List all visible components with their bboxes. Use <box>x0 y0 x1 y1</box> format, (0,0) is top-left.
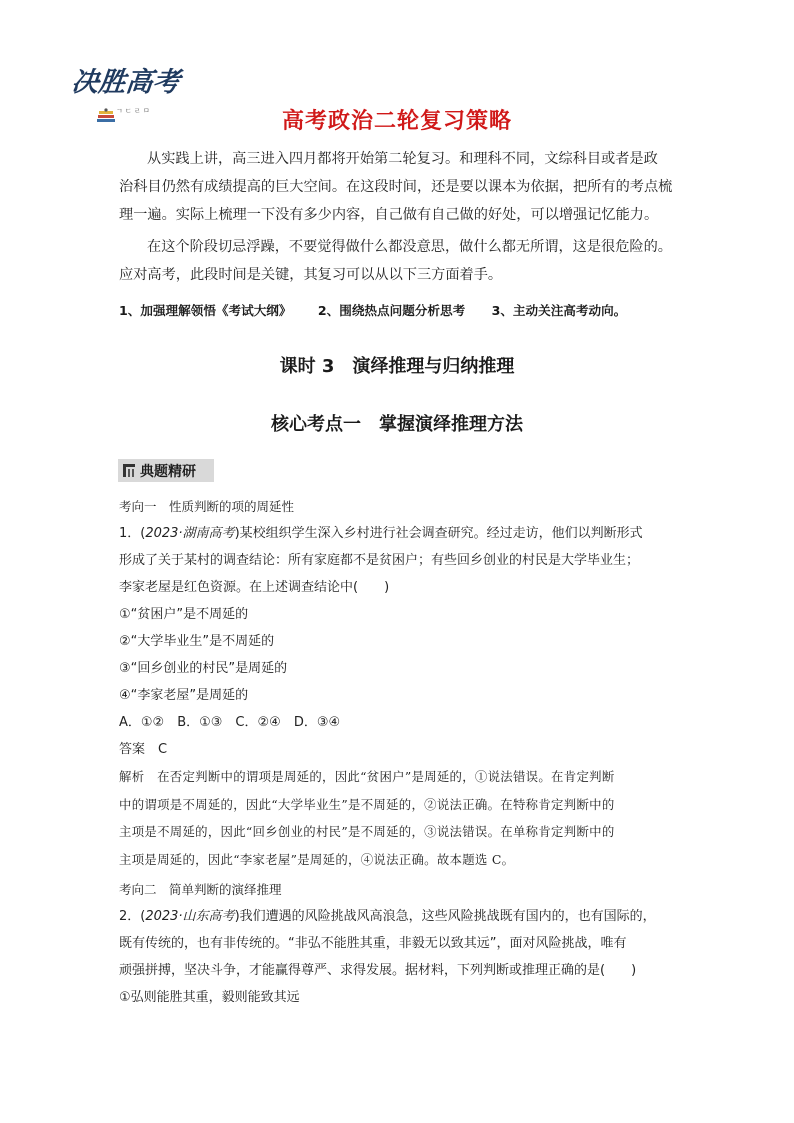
question-2 <box>119 876 679 1011</box>
tip-item: 1、加强理解领悟《考试大纲》 <box>119 303 292 318</box>
tip-item: 2、围绕热点问题分析思考 <box>317 303 466 318</box>
question-stem-line: 顽强拼搏，坚决斗争，才能赢得尊严、求得发展。据材料，下列判断或推理正确的是( ) <box>119 963 637 978</box>
question-stem-line: 李家老屋是红色资源。在上述调查结论中( ) <box>119 580 390 595</box>
text-line: 理一遍。实际上梳理一下没有多少内容，自己做有自己做的好处，可以增强记忆能力。 <box>119 207 659 223</box>
question-text: )某校组织学生深入乡村进行社会调查研究。经过走访，他们以判断形式 <box>234 526 643 541</box>
question-source: 2023·山东高考 <box>145 909 235 924</box>
text-line: 从实践上讲，高三进入四月都将开始第二轮复习。和理科不同，文综科目或者是政 <box>147 151 658 167</box>
question-stem-line: 既有传统的，也有非传统的。“非弘不能胜其重，非毅无以致其远”，面对风险挑战，唯有 <box>119 936 627 951</box>
analysis-line: 解析 在否定判断中的谓项是周延的，因此“贫困户”是周延的，①说法错误。在肯定判断 <box>119 769 615 784</box>
question-stem-line: 形成了关于某村的调查结论：所有家庭都不是贫困户；有些回乡创业的村民是大学毕业生； <box>119 553 640 568</box>
question-stem-line <box>119 520 679 547</box>
logo-text: 决胜高考 <box>70 67 182 98</box>
core-topic-title: 核心考点一 掌握演绎推理方法 <box>271 414 523 435</box>
section-marker-icon <box>123 464 135 477</box>
answer: 答案 C <box>119 742 168 757</box>
question-option: ①“贫困户”是不周延的 <box>119 607 249 622</box>
intro-paragraph-2 <box>119 233 675 289</box>
analysis-line: 主项是不周延的，因此“回乡创业的村民”是不周延的，③说法错误。在单称肯定判断中的 <box>119 824 615 839</box>
analysis-line: 主项是周延的，因此“李家老屋”是周延的，④说法正确。故本题选 C。 <box>119 851 515 867</box>
question-heading: 考向一 性质判断的项的周延性 <box>119 499 295 514</box>
question-source: 2023·湖南高考 <box>145 526 235 541</box>
text-line: 应对高考，此段时间是关键，其复习可以从以下三方面着手。 <box>119 267 503 283</box>
logo-subtext: ㄱ ㄷ ㄹ ㅁ <box>116 107 150 115</box>
question-heading: 考向二 简单判断的演绎推理 <box>119 882 282 897</box>
strategy-tips <box>119 300 648 319</box>
analysis-1 <box>119 763 679 873</box>
section-label: 典题精研 <box>140 464 196 480</box>
tip-item: 3、主动关注高考动向。 <box>491 303 627 318</box>
question-number: 1．( <box>119 526 146 541</box>
question-number: 2．( <box>119 909 146 924</box>
answer-choices: A．①② B．①③ C．②④ D．③④ <box>119 715 341 730</box>
section-tag <box>118 459 214 482</box>
question-option: ①弘则能胜其重，毅则能致其远 <box>119 990 300 1005</box>
question-1 <box>119 493 679 763</box>
question-stem-line <box>119 903 679 930</box>
text-line: 治科目仍然有成绩提高的巨大空间。在这段时间，还是要以课本为依据，把所有的考点梳 <box>119 179 673 195</box>
text-line: 在这个阶段切忌浮躁，不要觉得做什么都没意思，做什么都无所谓，这是很危险的。 <box>147 239 672 255</box>
question-option: ②“大学毕业生”是不周延的 <box>119 634 275 649</box>
analysis-line: 中的谓项是不周延的，因此“大学毕业生”是不周延的，②说法正确。在特称肯定判断中的 <box>119 796 615 812</box>
question-option: ④“李家老屋”是周延的 <box>119 688 249 703</box>
question-text: )我们遭遇的风险挑战风高浪急，这些风险挑战既有国内的，也有国际的， <box>234 909 656 924</box>
question-option: ③“回乡创业的村民”是周延的 <box>119 661 288 676</box>
intro-paragraph-1 <box>119 145 675 229</box>
lesson-title: 课时 3 演绎推理与归纳推理 <box>279 356 515 377</box>
page-title: 高考政治二轮复习策略 <box>281 109 512 134</box>
